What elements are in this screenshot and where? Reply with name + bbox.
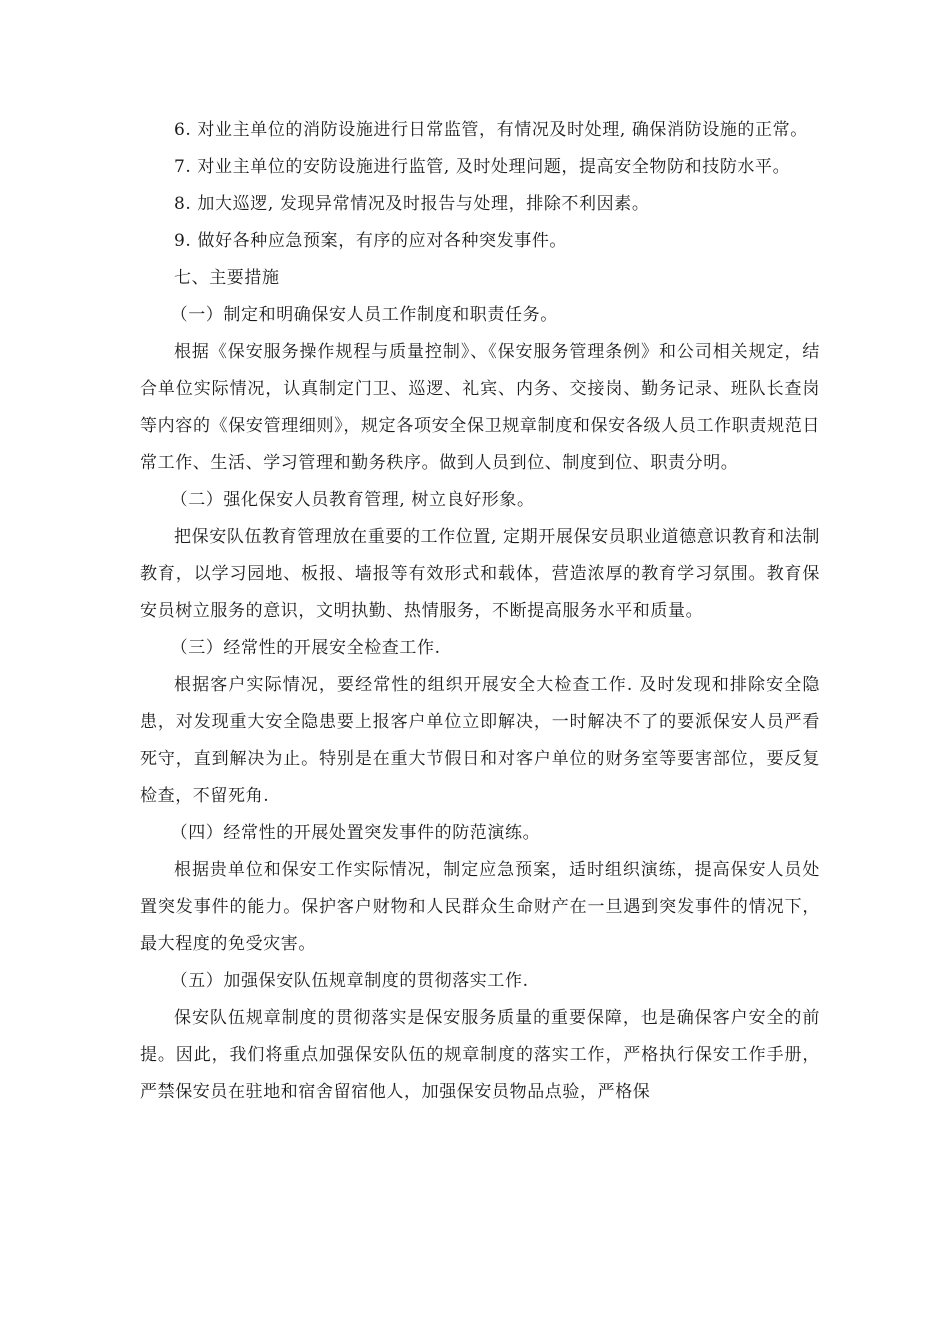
- document-body: [140, 112, 820, 1111]
- list-item: 7. 对业主单位的安防设施进行监管, 及时处理问题，提高安全物防和技防水平。: [174, 157, 791, 177]
- subsection-heading: （五）加强保安队伍规章制度的贯彻落实工作.: [170, 971, 529, 991]
- body-paragraph: 根据贵单位和保安工作实际情况，制定应急预案，适时组织演练，提高保安人员处置突发事件的能力。保护客户财物和人民群众生命财产在一旦遇到突发事件的情况下，最大程度的免受灾害。: [140, 860, 820, 954]
- section-heading: 七、主要措施: [174, 268, 280, 288]
- body-paragraph: 根据客户实际情况，要经常性的组织开展安全大检查工作. 及时发现和排除安全隐患，对发现重大安全隐患要上报客户单位立即解决，一时解决不了的要派保安人员严看死守，直到解决为止。特别是在重大节假日和对客户单位的财务室等要害部位，要反复检查，不留死角.: [140, 675, 820, 806]
- body-paragraph: 根据《保安服务操作规程与质量控制》、《保安服务管理条例》和公司相关规定，结合单位实际情况，认真制定门卫、巡逻、礼宾、内务、交接岗、勤务记录、班队长查岗等内容的《保安管理细则》，规定各项安全保卫规章制度和保安各级人员工作职责规范日常工作、生活、学习管理和勤务秩序。做到人员到位、制度到位、职责分明。: [140, 342, 820, 473]
- list-item: 8. 加大巡逻, 发现异常情况及时报告与处理，排除不利因素。: [174, 194, 650, 214]
- body-paragraph: 把保安队伍教育管理放在重要的工作位置, 定期开展保安员职业道德意识教育和法制教育，以学习园地、板报、墙报等有效形式和载体，营造浓厚的教育学习氛围。教育保安员树立服务的意识，文明执勤、热情服务，不断提高服务水平和质量。: [140, 527, 820, 621]
- list-item: 9. 做好各种应急预案，有序的应对各种突发事件。: [174, 231, 568, 251]
- subsection-heading: （二）强化保安人员教育管理, 树立良好形象。: [170, 490, 535, 510]
- list-item: 6. 对业主单位的消防设施进行日常监管，有情况及时处理, 确保消防设施的正常。: [174, 120, 808, 140]
- subsection-heading: （三）经常性的开展安全检查工作.: [170, 638, 441, 658]
- body-paragraph: 保安队伍规章制度的贯彻落实是保安服务质量的重要保障，也是确保客户安全的前提。因此，我们将重点加强保安队伍的规章制度的落实工作，严格执行保安工作手册，严禁保安员在驻地和宿舍留宿他人，加强保安员物品点验，严格保: [140, 1008, 820, 1102]
- subsection-heading: （四）经常性的开展处置突发事件的防范演练。: [170, 823, 541, 843]
- subsection-heading: （一）制定和明确保安人员工作制度和职责任务。: [170, 305, 558, 325]
